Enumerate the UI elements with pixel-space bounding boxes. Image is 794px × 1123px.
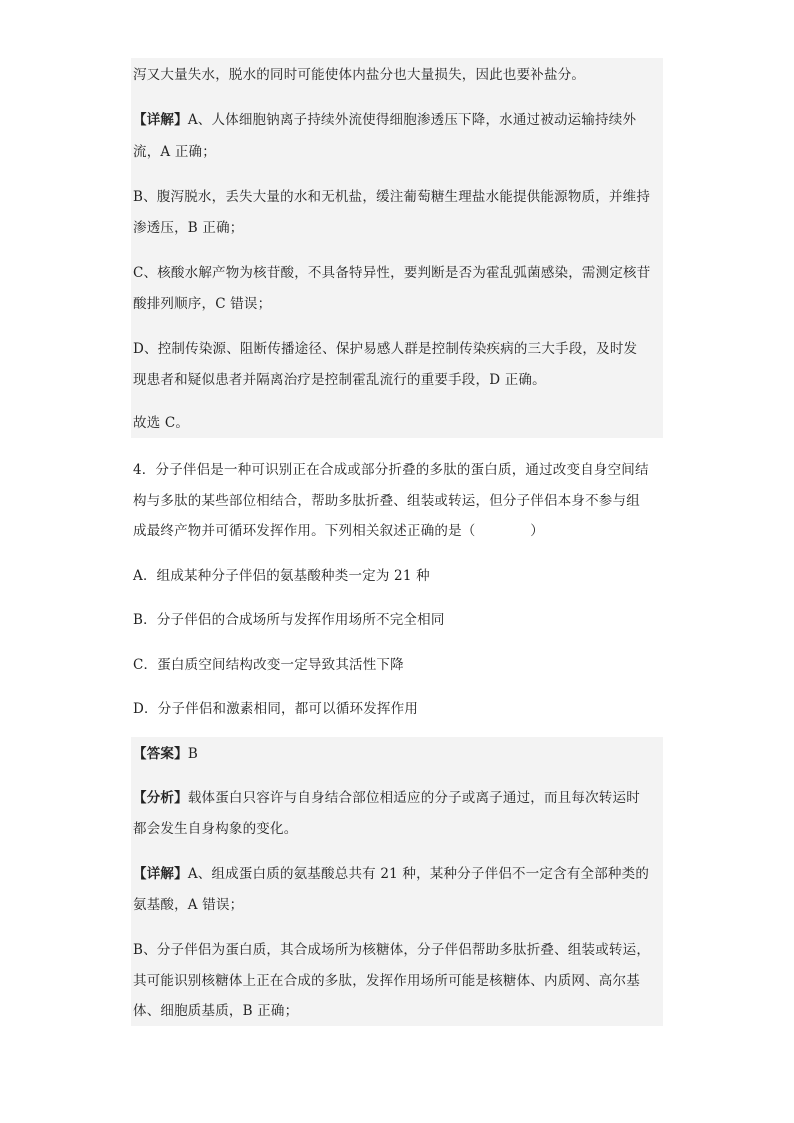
analysis-line: 【分析】载体蛋白只容许与自身结合部位相适应的分子或离子通过，而且每次转运时 — [133, 790, 640, 806]
question-stem-line: 构与多肽的某些部位相结合，帮助多肽折叠、组装或转运，但分子伴侣本身不参与组 — [133, 493, 640, 509]
conclusion-line: 故选 C。 — [133, 415, 190, 431]
paragraph-line: 现患者和疑似患者并隔离治疗是控制霍乱流行的重要手段，D 正确。 — [133, 372, 546, 388]
question-stem-line: 成最终产物并可循环发挥作用。下列相关叙述正确的是（ ） — [133, 523, 544, 539]
analysis-label: 【分析】 — [133, 790, 188, 806]
option-b: B．分子伴侣的合成场所与发挥作用场所不完全相同 — [133, 612, 445, 628]
question-stem-line: 4．分子伴侣是一种可识别正在合成或部分折叠的多肽的蛋白质，通过改变自身空间结 — [133, 462, 649, 478]
paragraph-line: 流，A 正确； — [133, 144, 216, 160]
paragraph-line: B、腹泻脱水，丢失大量的水和无机盐，缓注葡萄糖生理盐水能提供能源物质，并维持 — [133, 189, 651, 205]
option-a: A．组成某种分子伴侣的氨基酸种类一定为 21 种 — [133, 568, 430, 584]
paragraph-line: 体、细胞质基质，B 正确； — [133, 1003, 299, 1019]
paragraph-line: 其可能识别核糖体上正在合成的多肽，发挥作用场所可能是核糖体、内质网、高尔基 — [133, 973, 640, 989]
paragraph-line: 渗透压，B 正确； — [133, 220, 244, 236]
paragraph-line: 氨基酸，A 错误； — [133, 897, 244, 913]
option-c: C．蛋白质空间结构改变一定导致其活性下降 — [133, 657, 404, 673]
detail-paragraph-line: 【详解】A、组成蛋白质的氨基酸总共有 21 种，某种分子伴侣不一定含有全部种类的 — [133, 866, 650, 882]
detail-label: 【详解】 — [133, 112, 188, 128]
paragraph-line: 泻又大量失水，脱水的同时可能使体内盐分也大量损失，因此也要补盐分。 — [133, 67, 586, 83]
paragraph-line: 酸排列顺序，C 错误； — [133, 296, 272, 312]
paragraph-line: 都会发生自身构象的变化。 — [133, 821, 298, 837]
answer-label: 【答案】 — [133, 746, 188, 762]
paragraph-line: C、核酸水解产物为核苷酸，不具备特异性，要判断是否为霍乱弧菌感染，需测定核苷 — [133, 265, 651, 281]
paragraph-line: B、分子伴侣为蛋白质，其合成场所为核糖体，分子伴侣帮助多肽折叠、组装或转运， — [133, 942, 651, 958]
detail-label: 【详解】 — [133, 866, 188, 882]
answer-value: B — [187, 746, 198, 762]
answer-line — [133, 745, 663, 763]
option-d: D．分子伴侣和激素相同，都可以循环发挥作用 — [133, 701, 419, 717]
paragraph-line: D、控制传染源、阻断传播途径、保护易感人群是控制传染疾病的三大手段，及时发 — [133, 341, 638, 357]
detail-paragraph-line: 【详解】A、人体细胞钠离子持续外流使得细胞渗透压下降，水通过被动运输持续外 — [133, 112, 637, 128]
